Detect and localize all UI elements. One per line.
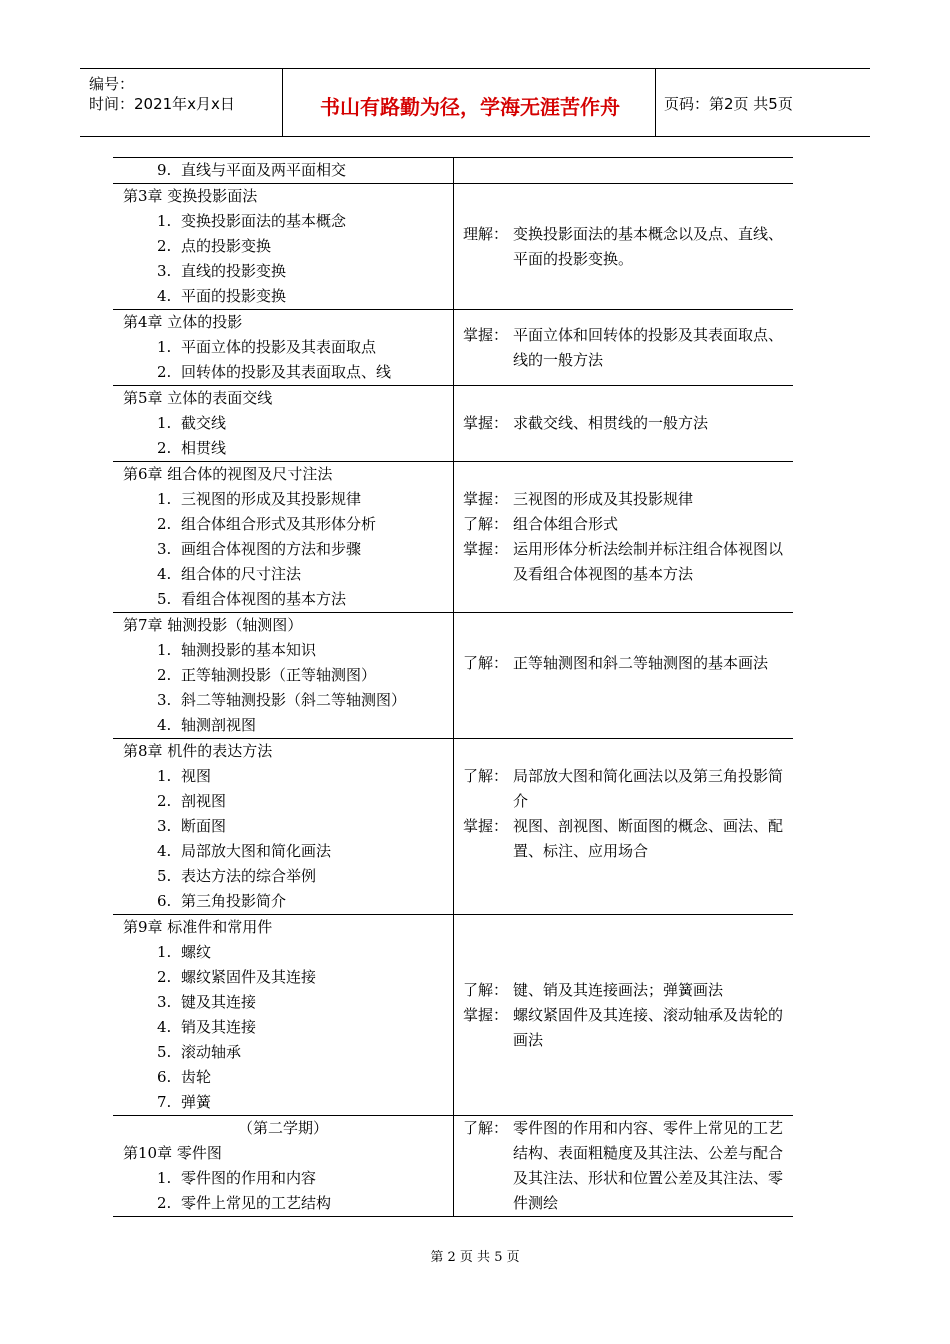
- topic-cell: [113, 613, 453, 738]
- table-row: [113, 157, 793, 184]
- topic-item: [113, 713, 453, 738]
- item-number: 1.: [157, 641, 172, 659]
- requirement-cell: [463, 323, 788, 373]
- requirement-entry: [463, 512, 788, 537]
- item-text: 变换投影面法的基本概念: [181, 212, 347, 230]
- requirement-cell: [463, 222, 788, 272]
- requirement-text: 局部放大图和简化画法以及第三角投影简介: [513, 767, 784, 810]
- requirement-entry: [463, 978, 788, 1003]
- page-footer: 第 2 页 共 5 页: [430, 1250, 520, 1265]
- topic-cell: [113, 310, 453, 385]
- table-row: [113, 310, 793, 386]
- topic-item: [113, 1090, 453, 1115]
- topic-item: [113, 1191, 453, 1216]
- item-number: 1.: [157, 414, 172, 432]
- item-text: 直线与平面及两平面相交: [181, 161, 347, 179]
- item-text: 断面图: [181, 817, 227, 835]
- item-text: 第三角投影简介: [181, 892, 287, 910]
- header-divider: [282, 69, 283, 136]
- requirement-entry: [463, 222, 788, 272]
- item-number: 4.: [157, 1018, 172, 1036]
- topic-cell: [113, 739, 453, 914]
- requirement-entry: [463, 764, 788, 814]
- topic-item: [113, 284, 453, 309]
- topic-item: [113, 209, 453, 234]
- item-number: 2.: [157, 968, 172, 986]
- item-text: 表达方法的综合举例: [181, 867, 317, 885]
- item-number: 3.: [157, 817, 172, 835]
- table-row: [113, 1116, 793, 1217]
- table-row: [113, 386, 793, 462]
- item-text: 销及其连接: [181, 1018, 257, 1036]
- requirement-label: 了解：: [463, 767, 509, 785]
- topic-item: [113, 638, 453, 663]
- topic-cell: [113, 184, 453, 309]
- chapter-title: 第3章 变换投影面法: [123, 187, 258, 205]
- chapter-title: 第4章 立体的投影: [123, 313, 243, 331]
- item-number: 7.: [157, 1093, 172, 1111]
- topic-item: [113, 234, 453, 259]
- requirement-text: 变换投影面法的基本概念以及点、直线、平面的投影变换。: [513, 225, 784, 268]
- requirement-entry: [463, 323, 788, 373]
- item-text: 螺纹紧固件及其连接: [181, 968, 317, 986]
- requirement-label: 掌握：: [463, 490, 509, 508]
- item-text: 画组合体视图的方法和步骤: [181, 540, 362, 558]
- item-text: 平面立体的投影及其表面取点: [181, 338, 377, 356]
- item-text: 滚动轴承: [181, 1043, 242, 1061]
- requirement-label: 掌握：: [463, 540, 509, 558]
- item-number: 4.: [157, 716, 172, 734]
- item-number: 5.: [157, 1043, 172, 1061]
- topic-item: [113, 1166, 453, 1191]
- item-number: 2.: [157, 515, 172, 533]
- item-text: 直线的投影变换: [181, 262, 287, 280]
- item-text: 螺纹: [181, 943, 212, 961]
- chapter-title: 第7章 轴测投影（轴测图）: [123, 616, 303, 634]
- item-number: 2.: [157, 237, 172, 255]
- item-text: 零件图的作用和内容: [181, 1169, 317, 1187]
- chapter-title: 第10章 零件图: [123, 1144, 222, 1162]
- topic-item: [113, 1065, 453, 1090]
- item-number: 3.: [157, 540, 172, 558]
- item-text: 组合体的尺寸注法: [181, 565, 302, 583]
- requirement-cell: [463, 487, 788, 587]
- requirement-entry: [463, 1003, 788, 1053]
- page-number-label: 页码：第2页 共5页: [664, 95, 793, 113]
- requirement-text: 运用形体分析法绘制并标注组合体视图以及看组合体视图的基本方法: [513, 540, 784, 583]
- item-number: 3.: [157, 262, 172, 280]
- time-label: 时间：2021年x月x日: [89, 95, 235, 113]
- item-number: 2.: [157, 792, 172, 810]
- topic-item: [113, 360, 453, 385]
- requirement-text: 螺纹紧固件及其连接、滚动轴承及齿轮的画法: [513, 1006, 784, 1049]
- item-number: 6.: [157, 1068, 172, 1086]
- page-header: [80, 68, 870, 137]
- item-text: 剖视图: [181, 792, 227, 810]
- requirement-entry: [463, 651, 788, 676]
- topic-item: [113, 889, 453, 914]
- item-number: 1.: [157, 1169, 172, 1187]
- chapter-title: 第8章 机件的表达方法: [123, 742, 273, 760]
- requirement-text: 键、销及其连接画法；弹簧画法: [513, 981, 724, 999]
- topic-item: [113, 990, 453, 1015]
- topic-item: [113, 259, 453, 284]
- item-text: 平面的投影变换: [181, 287, 287, 305]
- topic-item: [113, 335, 453, 360]
- requirement-label: 理解：: [463, 225, 509, 243]
- item-number: 1.: [157, 338, 172, 356]
- requirement-text: 求截交线、相贯线的一般方法: [513, 414, 709, 432]
- topic-cell: [113, 158, 453, 183]
- topic-item: [113, 940, 453, 965]
- table-row: [113, 613, 793, 739]
- item-number: 2.: [157, 666, 172, 684]
- item-text: 齿轮: [181, 1068, 212, 1086]
- item-number: 1.: [157, 212, 172, 230]
- topic-cell: [113, 462, 453, 612]
- chapter-title: 第9章 标准件和常用件: [123, 918, 273, 936]
- item-text: 键及其连接: [181, 993, 257, 1011]
- item-number: 2.: [157, 439, 172, 457]
- item-number: 4.: [157, 565, 172, 583]
- requirement-text: 组合体组合形式: [513, 515, 619, 533]
- item-text: 轴测剖视图: [181, 716, 257, 734]
- requirement-text: 视图、剖视图、断面图的概念、画法、配置、标注、应用场合: [513, 817, 784, 860]
- item-number: 3.: [157, 691, 172, 709]
- topic-item: [113, 562, 453, 587]
- chapter-title: 第5章 立体的表面交线: [123, 389, 273, 407]
- requirement-label: 掌握：: [463, 1006, 509, 1024]
- item-text: 视图: [181, 767, 212, 785]
- item-number: 4.: [157, 287, 172, 305]
- item-number: 6.: [157, 892, 172, 910]
- requirement-cell: [463, 1116, 788, 1216]
- topic-item: [113, 663, 453, 688]
- item-text: 轴测投影的基本知识: [181, 641, 317, 659]
- requirement-text: 零件图的作用和内容、零件上常见的工艺结构、表面粗糙度及其注法、公差与配合及其注法、形状和位置公差及其注法、零件测绘: [513, 1119, 784, 1212]
- topic-cell: [113, 386, 453, 461]
- requirement-entry: [463, 411, 788, 436]
- semester-heading: （第二学期）: [237, 1119, 328, 1137]
- item-number: 3.: [157, 993, 172, 1011]
- topic-item: [113, 864, 453, 889]
- chapter-title: 第6章 组合体的视图及尺寸注法: [123, 465, 333, 483]
- item-number: 2.: [157, 1194, 172, 1212]
- topic-cell: [113, 915, 453, 1115]
- topic-item: [113, 587, 453, 612]
- item-number: 2.: [157, 363, 172, 381]
- topic-item: [113, 764, 453, 789]
- topic-item: [113, 411, 453, 436]
- requirement-cell: [463, 411, 788, 436]
- doc-number-label: 编号：: [89, 75, 135, 93]
- table-row: [113, 462, 793, 613]
- table-row: [113, 915, 793, 1116]
- item-text: 局部放大图和简化画法: [181, 842, 332, 860]
- table-row: [113, 184, 793, 310]
- header-divider: [655, 69, 656, 136]
- requirement-label: 了解：: [463, 515, 509, 533]
- item-text: 看组合体视图的基本方法: [181, 590, 347, 608]
- item-text: 回转体的投影及其表面取点、线: [181, 363, 392, 381]
- requirement-entry: [463, 814, 788, 864]
- item-number: 1.: [157, 943, 172, 961]
- topic-cell: [113, 1116, 453, 1216]
- item-number: 9.: [157, 161, 172, 179]
- requirement-label: 掌握：: [463, 326, 509, 344]
- item-text: 三视图的形成及其投影规律: [181, 490, 362, 508]
- item-text: 截交线: [181, 414, 227, 432]
- requirement-cell: [463, 651, 788, 676]
- item-text: 斜二等轴测投影（斜二等轴测图）: [181, 691, 407, 709]
- item-text: 弹簧: [181, 1093, 212, 1111]
- topic-item: [113, 814, 453, 839]
- topic-item: [113, 1040, 453, 1065]
- item-text: 相贯线: [181, 439, 227, 457]
- topic-item: [113, 537, 453, 562]
- item-text: 组合体组合形式及其形体分析: [181, 515, 377, 533]
- header-motto: 书山有路勤为径，学海无涯苦作舟: [320, 95, 620, 119]
- topic-item: [113, 965, 453, 990]
- item-number: 5.: [157, 867, 172, 885]
- item-number: 1.: [157, 490, 172, 508]
- table-row: [113, 739, 793, 915]
- topic-item: [113, 789, 453, 814]
- topic-item: [113, 436, 453, 461]
- topic-item: [113, 158, 453, 183]
- topic-item: [113, 512, 453, 537]
- requirement-entry: [463, 487, 788, 512]
- item-text: 零件上常见的工艺结构: [181, 1194, 332, 1212]
- topic-item: [113, 487, 453, 512]
- requirement-entry: [463, 1116, 788, 1216]
- item-text: 正等轴测投影（正等轴测图）: [181, 666, 377, 684]
- item-number: 4.: [157, 842, 172, 860]
- topic-item: [113, 1015, 453, 1040]
- requirement-label: 了解：: [463, 981, 509, 999]
- requirement-cell: [463, 978, 788, 1053]
- requirement-label: 了解：: [463, 654, 509, 672]
- requirement-text: 正等轴测图和斜二等轴测图的基本画法: [513, 654, 769, 672]
- requirement-text: 平面立体和回转体的投影及其表面取点、线的一般方法: [513, 326, 784, 369]
- topic-item: [113, 839, 453, 864]
- topic-item: [113, 688, 453, 713]
- syllabus-table: [113, 157, 793, 1217]
- item-number: 5.: [157, 590, 172, 608]
- requirement-label: 了解：: [463, 1119, 509, 1137]
- item-text: 点的投影变换: [181, 237, 272, 255]
- requirement-cell: [463, 764, 788, 864]
- item-number: 1.: [157, 767, 172, 785]
- requirement-label: 掌握：: [463, 817, 509, 835]
- requirement-label: 掌握：: [463, 414, 509, 432]
- requirement-entry: [463, 537, 788, 587]
- requirement-text: 三视图的形成及其投影规律: [513, 490, 694, 508]
